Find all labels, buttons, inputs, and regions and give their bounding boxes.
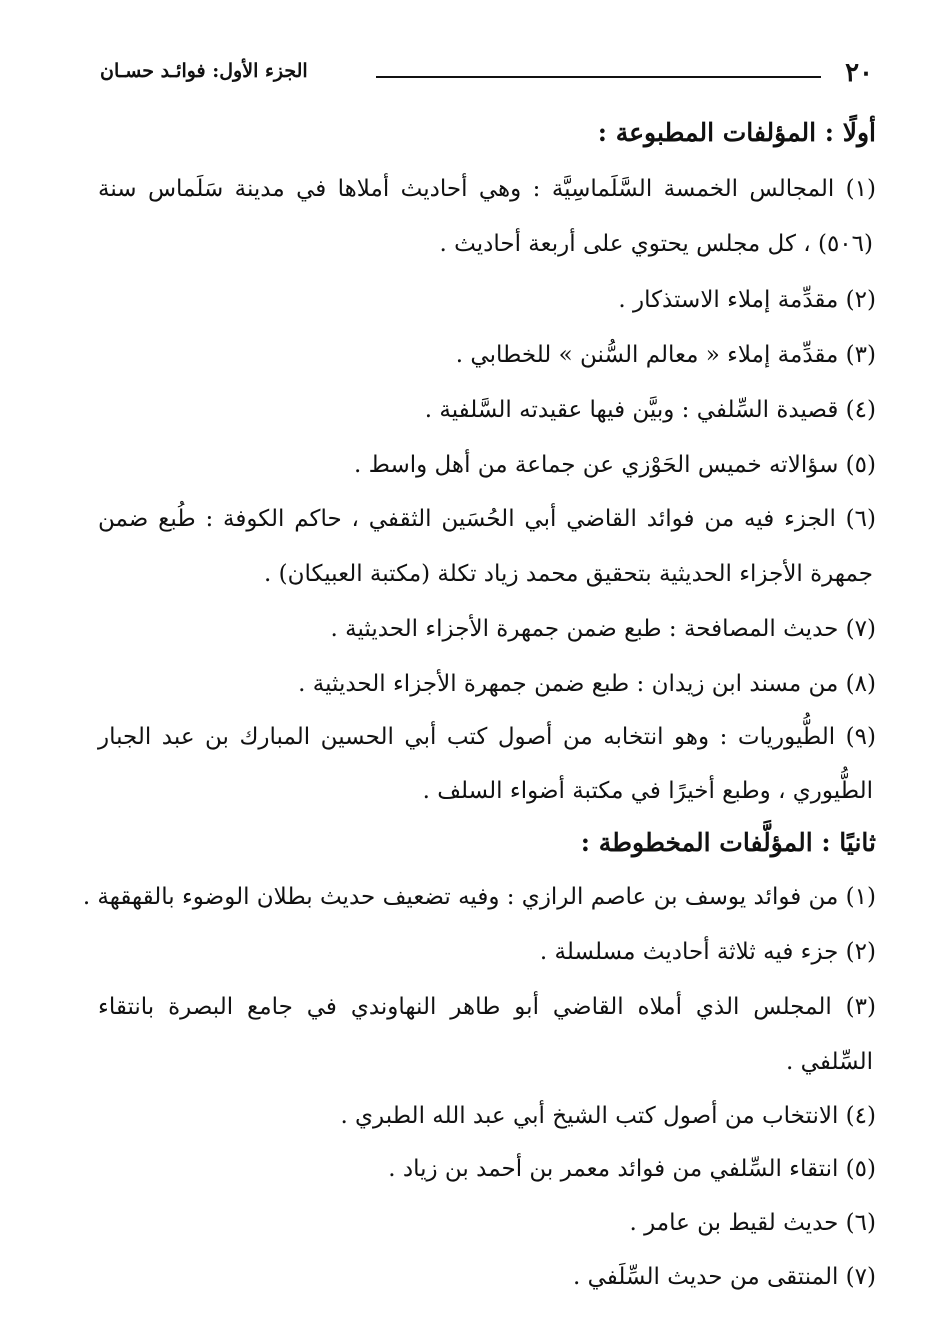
list-item-line: (٢) مقدِّمة إملاء الاستذكار . <box>618 287 876 313</box>
list-item-line: (٦) الجزء فيه من فوائد القاضي أبي الحُسَين الثقفي ، حاكم الكوفة : طُبع ضمن <box>98 506 876 532</box>
running-title: الجزء الأول: فوائـد حسـان <box>100 60 308 82</box>
list-item-line: (١) المجالس الخمسة السَّلَماسِيَّة : وهي أحاديث أملاها في مدينة سَلَماس سنة <box>98 176 876 202</box>
list-item-line: (٩) الطُّيوريات : وهو انتخابه من أصول كتب أبي الحسين المبارك بن عبد الجبار <box>98 724 876 750</box>
list-item-continuation: جمهرة الأجزاء الحديثية بتحقيق محمد زياد تكلة (مكتبة العبيكان) . <box>264 561 873 587</box>
list-item-continuation: (٥٠٦) ، كل مجلس يحتوي على أربعة أحاديث . <box>439 231 873 257</box>
list-item-continuation: الطُّيوري ، وطبع أخيرًا في مكتبة أضواء السلف . <box>422 778 873 804</box>
list-item-line: (٤) قصيدة السِّلفي : وبيَّن فيها عقيدته السَّلفية . <box>424 397 876 423</box>
list-item-line: (٧) حديث المصافحة : طبع ضمن جمهرة الأجزاء الحديثية . <box>330 616 876 642</box>
list-item-line: (٢) جزء فيه ثلاثة أحاديث مسلسلة . <box>539 939 876 965</box>
list-item-line: (١) من فوائد يوسف بن عاصم الرازي : وفيه تضعيف حديث بطلان الوضوء بالقهقهة . <box>82 884 876 910</box>
list-item-line: (٤) الانتخاب من أصول كتب الشيخ أبي عبد الله الطبري . <box>340 1103 876 1129</box>
section-heading-printed: أولًا : المؤلفات المطبوعة : <box>597 118 876 147</box>
header-rule <box>376 76 821 78</box>
list-item-continuation: السِّلفي . <box>786 1049 873 1075</box>
list-item-line: (٣) مقدِّمة إملاء « معالم السُّنن » للخطابي . <box>455 342 876 368</box>
list-item-line: (٥) انتقاء السِّلفي من فوائد معمر بن أحمد بن زياد . <box>388 1156 876 1182</box>
list-item-line: (٦) حديث لقيط بن عامر . <box>629 1210 876 1236</box>
page-number: ٢٠ <box>845 58 873 88</box>
page-header <box>100 52 873 92</box>
list-item-line: (٧) المنتقى من حديث السِّلَفي . <box>572 1264 876 1290</box>
list-item-line: (٨) من مسند ابن زيدان : طبع ضمن جمهرة الأجزاء الحديثية . <box>298 671 876 697</box>
list-item-line: (٣) المجلس الذي أملاه القاضي أبو طاهر النهاوندي في جامع البصرة بانتقاء <box>98 994 876 1020</box>
list-item-line: (٥) سؤالاته خميس الحَوْزي عن جماعة من أهل واسط . <box>353 452 876 478</box>
section-heading-manuscript: ثانيًا : المؤلَّفات المخطوطة : <box>580 828 876 857</box>
